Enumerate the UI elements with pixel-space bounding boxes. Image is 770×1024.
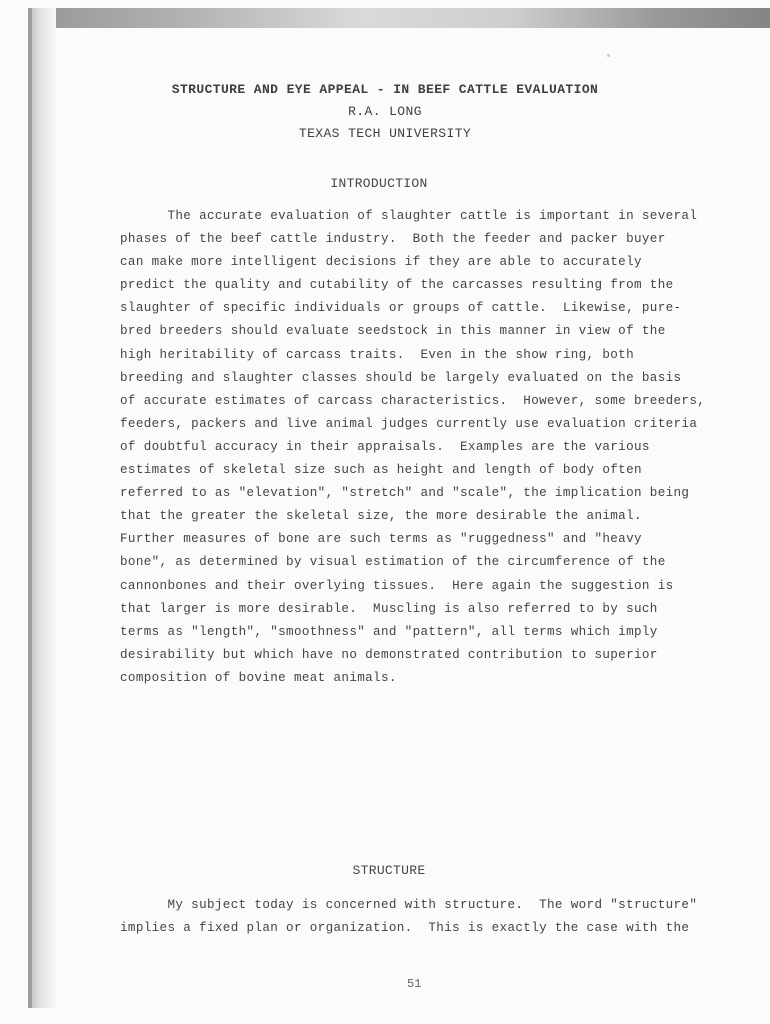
document-title: STRUCTURE AND EYE APPEAL - IN BEEF CATTLE EVALUATION: [171, 82, 599, 97]
introduction-paragraph: [120, 205, 706, 690]
text-line: feeders, packers and live animal judges currently use evaluation criteria: [120, 416, 698, 431]
scan-left-edge: [28, 8, 56, 1008]
text-line: Further measures of bone are such terms as "ruggedness" and "heavy: [120, 532, 642, 547]
structure-paragraph: [120, 894, 698, 940]
text-line: of doubtful accuracy in their appraisals. Examples are the various: [120, 439, 650, 454]
text-line: bone", as determined by visual estimation of the circumference of the: [120, 555, 666, 570]
text-line: high heritability of carcass traits. Even in the show ring, both: [120, 347, 634, 362]
scan-left-shadow: [28, 8, 32, 1008]
text-line: slaughter of specific individuals or groups of cattle. Likewise, pure-: [120, 301, 682, 316]
structure-heading: STRUCTURE: [352, 863, 426, 878]
text-line: of accurate estimates of carcass characteristics. However, some breeders,: [120, 393, 706, 408]
text-line: can make more intelligent decisions if they are able to accurately: [120, 255, 642, 270]
text-line: that the greater the skeletal size, the more desirable the animal.: [120, 509, 642, 524]
text-line: breeding and slaughter classes should be largely evaluated on the basis: [120, 370, 682, 385]
document-institution: TEXAS TECH UNIVERSITY: [298, 126, 472, 141]
text-line: My subject today is concerned with structure. The word "structure": [120, 898, 698, 912]
text-line: bred breeders should evaluate seedstock in this manner in view of the: [120, 324, 666, 339]
text-line: The accurate evaluation of slaughter cattle is important in several: [120, 209, 698, 223]
text-line: desirability but which have no demonstrated contribution to superior: [120, 647, 658, 662]
text-line: estimates of skeletal size such as height and length of body often: [120, 463, 642, 478]
scan-top-edge: [28, 8, 770, 28]
text-line: referred to as "elevation", "stretch" and "scale", the implication being: [120, 486, 690, 501]
scan-speck: [607, 54, 610, 57]
document-author: R.A. LONG: [348, 104, 422, 119]
text-line: phases of the beef cattle industry. Both the feeder and packer buyer: [120, 232, 666, 247]
text-line: predict the quality and cutability of the carcasses resulting from the: [120, 278, 674, 293]
text-line: terms as "length", "smoothness" and "pattern", all terms which imply: [120, 624, 658, 639]
text-line: implies a fixed plan or organization. This is exactly the case with the: [120, 921, 690, 936]
text-line: composition of bovine meat animals.: [120, 670, 397, 685]
introduction-heading: INTRODUCTION: [330, 176, 428, 191]
text-line: cannonbones and their overlying tissues. Here again the suggestion is: [120, 578, 674, 593]
text-line: that larger is more desirable. Muscling is also referred to by such: [120, 601, 658, 616]
page-number: 51: [407, 977, 422, 991]
